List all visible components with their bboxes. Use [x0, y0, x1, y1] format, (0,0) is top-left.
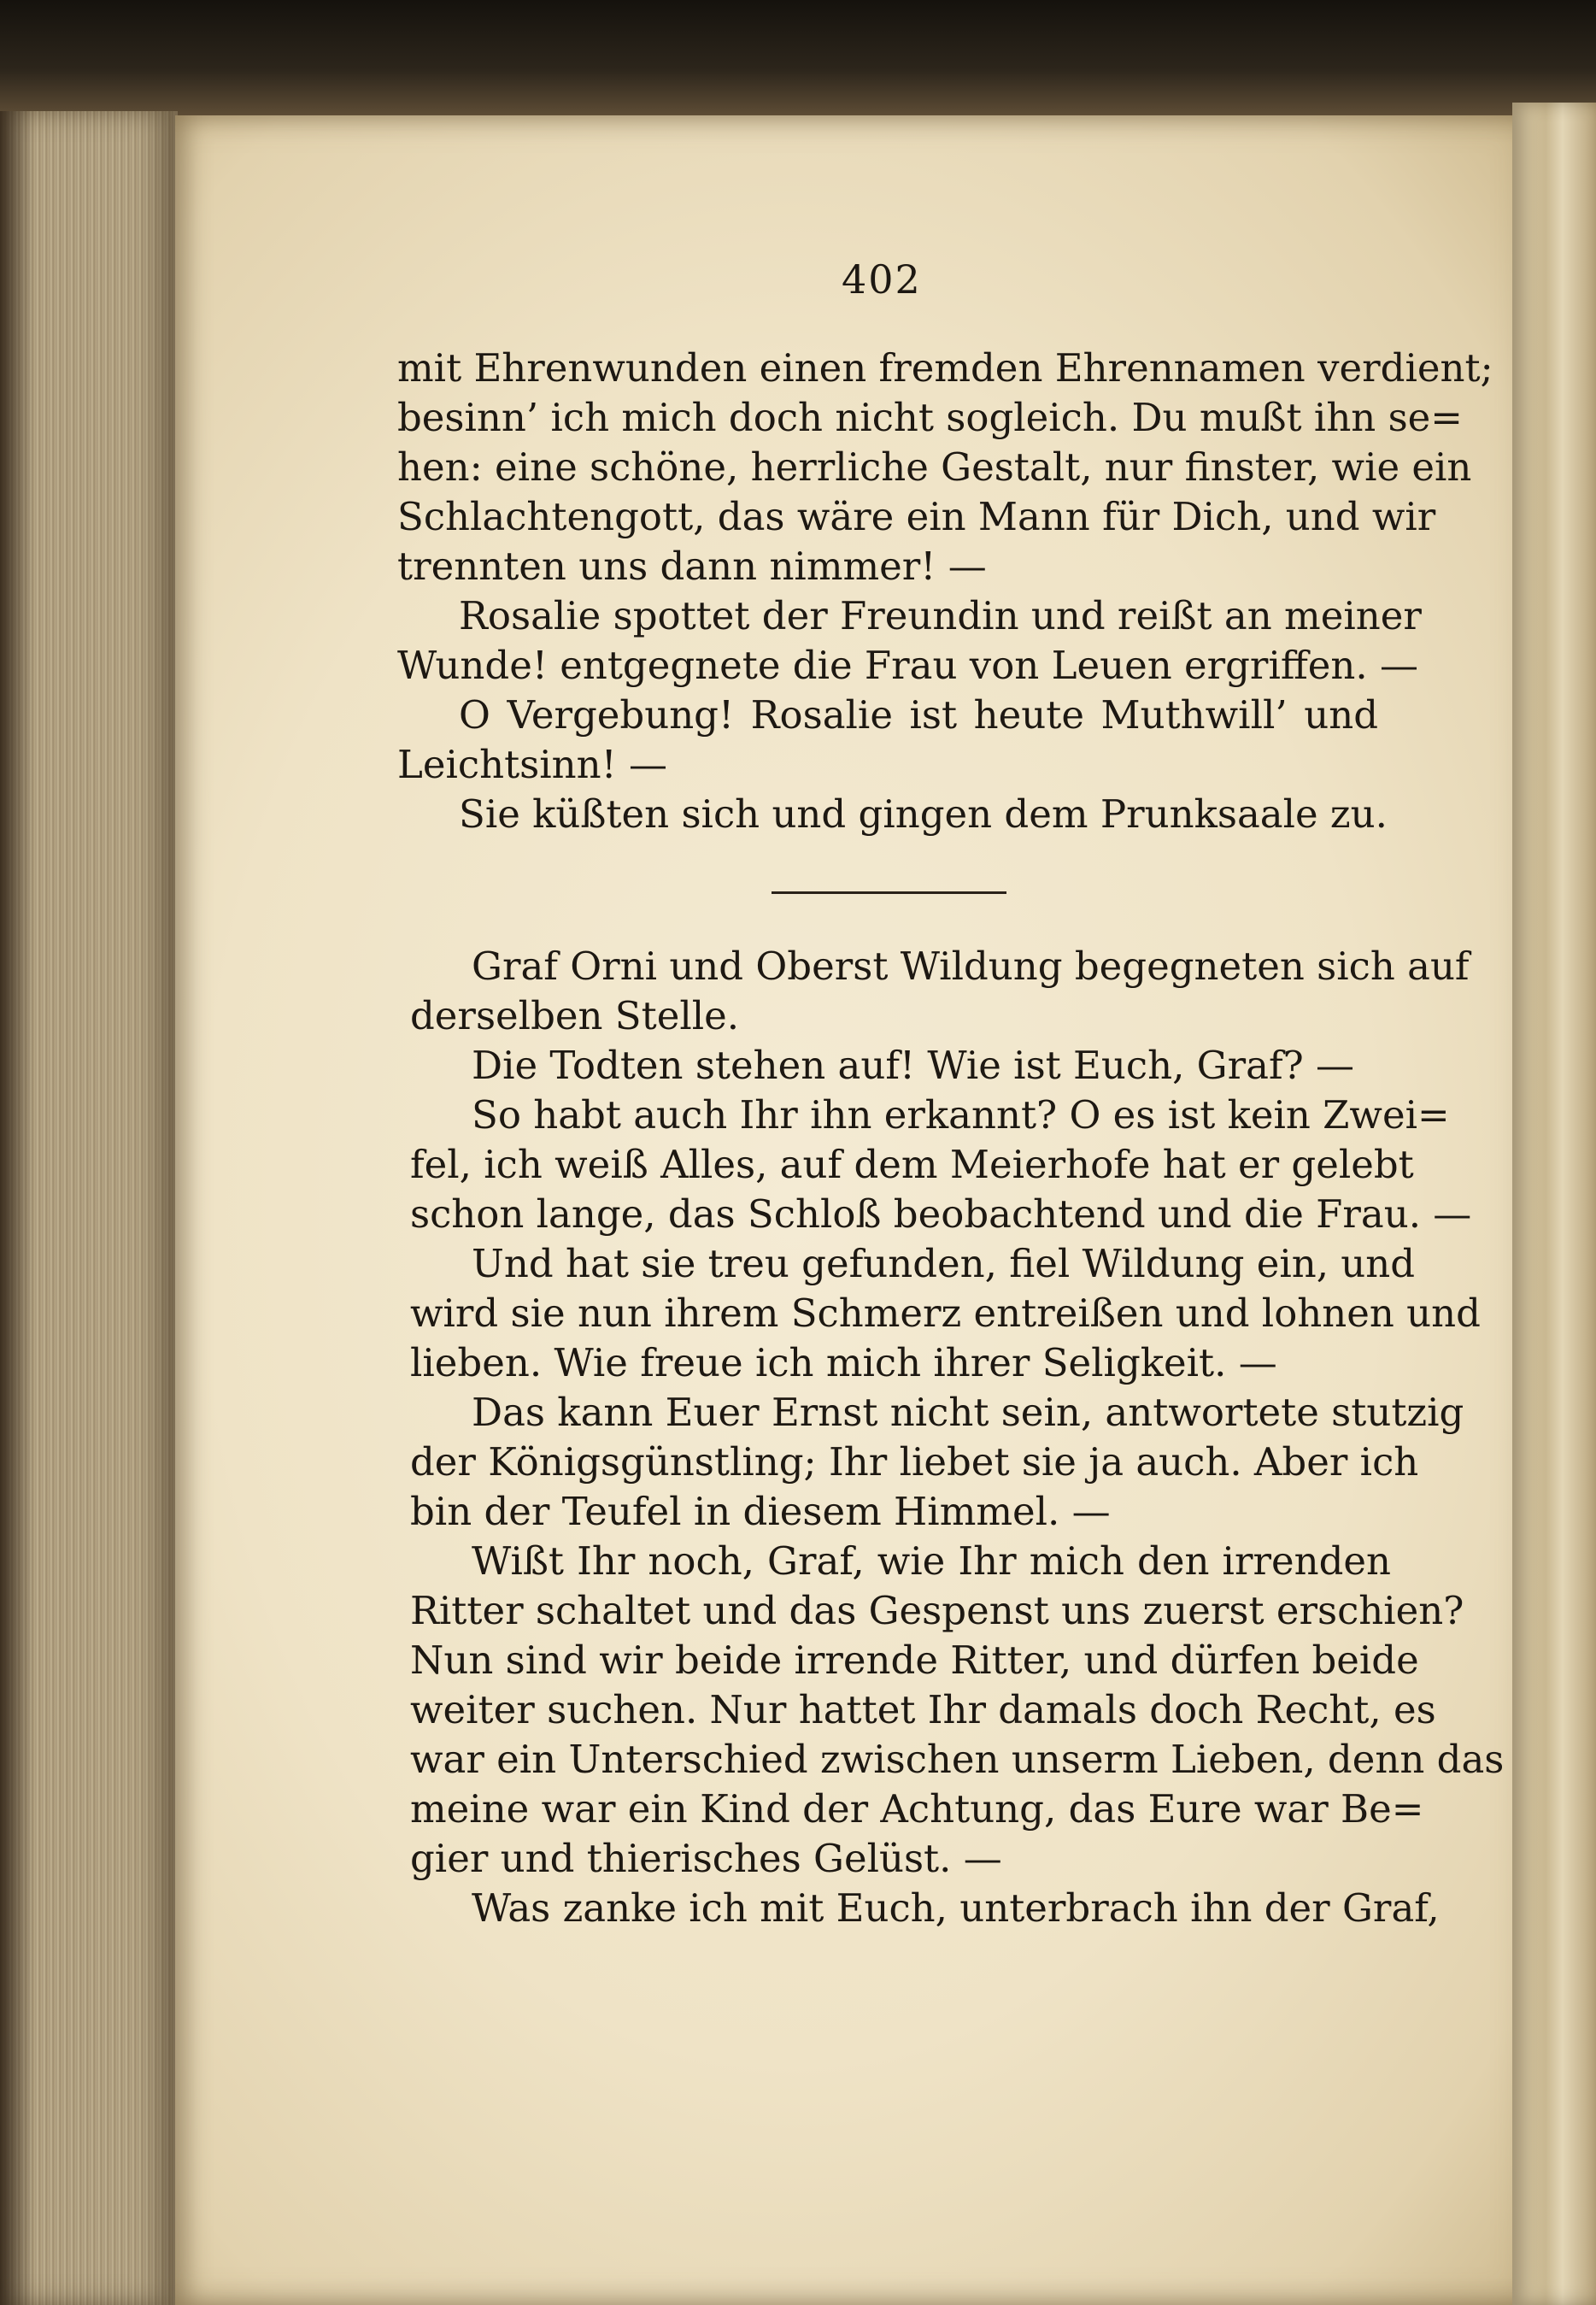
- page-number: 402: [842, 256, 922, 303]
- text-line: trennten uns dann nimmer! —: [397, 544, 987, 589]
- text-line: schon lange, das Schloß beobachtend und die Frau. —: [410, 1191, 1472, 1237]
- next-page-edge: [1512, 103, 1596, 2305]
- text-line: Und hat sie treu gefunden, fiel Wildung ein, und: [472, 1241, 1416, 1286]
- text-line: war ein Unterschied zwischen unserm Lieben, denn das: [410, 1737, 1505, 1782]
- text-line: Schlachtengott, das wäre ein Mann für Dich, und wir: [397, 494, 1436, 539]
- text-line: O Vergebung! Rosalie ist heute Muthwill’ und: [459, 692, 1378, 738]
- text-line: mit Ehrenwunden einen fremden Ehrennamen verdient;: [397, 345, 1493, 391]
- text-line: wird sie nun ihrem Schmerz entreißen und lohnen und: [410, 1291, 1481, 1336]
- text-line: hen: eine schöne, herrliche Gestalt, nur finster, wie ein: [397, 444, 1472, 490]
- text-line: Sie küßten sich und gingen dem Prunksaale zu.: [459, 791, 1388, 837]
- page-edges: [0, 111, 178, 2305]
- text-section-2: [410, 942, 1505, 1933]
- text-section-1: [397, 344, 1493, 839]
- section-divider: [772, 891, 1006, 894]
- text-line: Das kann Euer Ernst nicht sein, antwortete stutzig: [472, 1390, 1464, 1435]
- text-line: der Königsgünstling; Ihr liebet sie ja auch. Aber ich: [410, 1439, 1419, 1485]
- text-line: Rosalie spottet der Freundin und reißt an meiner: [459, 593, 1422, 638]
- text-line: Die Todten stehen auf! Wie ist Euch, Graf? —: [472, 1043, 1355, 1088]
- text-line: Graf Orni und Oberst Wildung begegneten sich auf: [472, 944, 1470, 989]
- text-line: Was zanke ich mit Euch, unterbrach ihn der Graf,: [472, 1885, 1440, 1931]
- text-line: Wunde! entgegnete die Frau von Leuen ergriffen. —: [397, 643, 1419, 688]
- text-line: gier und thierisches Gelüst. —: [410, 1836, 1002, 1881]
- text-line: Leichtsinn! —: [397, 742, 668, 787]
- text-line: meine war ein Kind der Achtung, das Eure war Be=: [410, 1786, 1424, 1832]
- text-line: bin der Teufel in diesem Himmel. —: [410, 1489, 1111, 1534]
- binding-shadow: [0, 0, 1596, 115]
- text-line: Nun sind wir beide irrende Ritter, und dürfen beide: [410, 1638, 1419, 1683]
- text-line: derselben Stelle.: [410, 993, 740, 1038]
- text-line: So habt auch Ihr ihn erkannt? O es ist kein Zwei=: [472, 1092, 1450, 1138]
- text-line: fel, ich weiß Alles, auf dem Meierhofe hat er gelebt: [410, 1142, 1414, 1187]
- text-line: lieben. Wie freue ich mich ihrer Seligkeit. —: [410, 1340, 1277, 1385]
- text-line: Ritter schaltet und das Gespenst uns zuerst erschien?: [410, 1588, 1464, 1633]
- text-line: besinn’ ich mich doch nicht sogleich. Du mußt ihn se=: [397, 395, 1464, 440]
- text-line: Wißt Ihr noch, Graf, wie Ihr mich den irrenden: [472, 1538, 1391, 1584]
- text-line: weiter suchen. Nur hattet Ihr damals doch Recht, es: [410, 1687, 1436, 1732]
